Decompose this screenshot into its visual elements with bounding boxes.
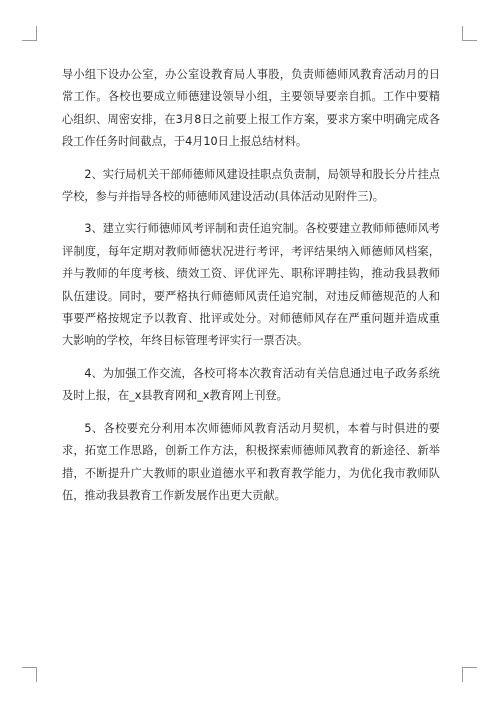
paragraph-item-4: 4、为加强工作交流，各校可将本次教育活动有关信息通过电子政务系统及时上报，在_x县教育网和_x教育网上刊登。 xyxy=(62,366,440,403)
paragraph-item-2: 2、实行局机关干部师德师风建设挂职点负责制，局领导和股长分片挂点学校，参与并指导各校的师德师风建设活动(具体活动见附件三)。 xyxy=(62,167,440,204)
document-body xyxy=(62,64,440,517)
crop-mark-top-left xyxy=(22,26,37,41)
paragraph-continuation: 导小组下设办公室，办公室设教育局人事股，负责师德师风教育活动月的日常工作。各校也要成立师德建设领导小组，主要领导要亲自抓。工作中要精心组织、周密安排，在3月8日之前要上报工作方案，要求方案中明确完成各段工作任务时间截点，于4月10日上报总结材料。 xyxy=(62,68,440,149)
paragraph-item-5: 5、各校要充分利用本次师德师风教育活动月契机，本着与时俱进的要求，拓宽工作思路，创新工作方法，积极探索师德师风教育的新途径、新举措，不断提升广大教师的职业道德水平和教育教学能力，为优化我市教师队伍，推动我县教育工作新发展作出更大贡献。 xyxy=(62,421,440,502)
crop-mark-top-right xyxy=(462,26,477,41)
crop-mark-bottom-right xyxy=(462,667,477,682)
paragraph-item-3: 3、建立实行师德师风考评制和责任追究制。各校要建立教师师德师风考评制度，每年定期对教师师德状况进行考评，考评结果纳入师德师风档案，并与教师的年度考核、绩效工资、评优评先、职称评聘挂钩，推动我县教师队伍建设。同时，要严格执行师德师风责任追究制，对违反师德规范的人和事要严格按规定予以教育、批评或处分。对师德师风存在严重问题并造成重大影响的学校，年终目标管理考评实行一票否决。 xyxy=(62,222,440,348)
crop-mark-bottom-left xyxy=(22,667,37,682)
